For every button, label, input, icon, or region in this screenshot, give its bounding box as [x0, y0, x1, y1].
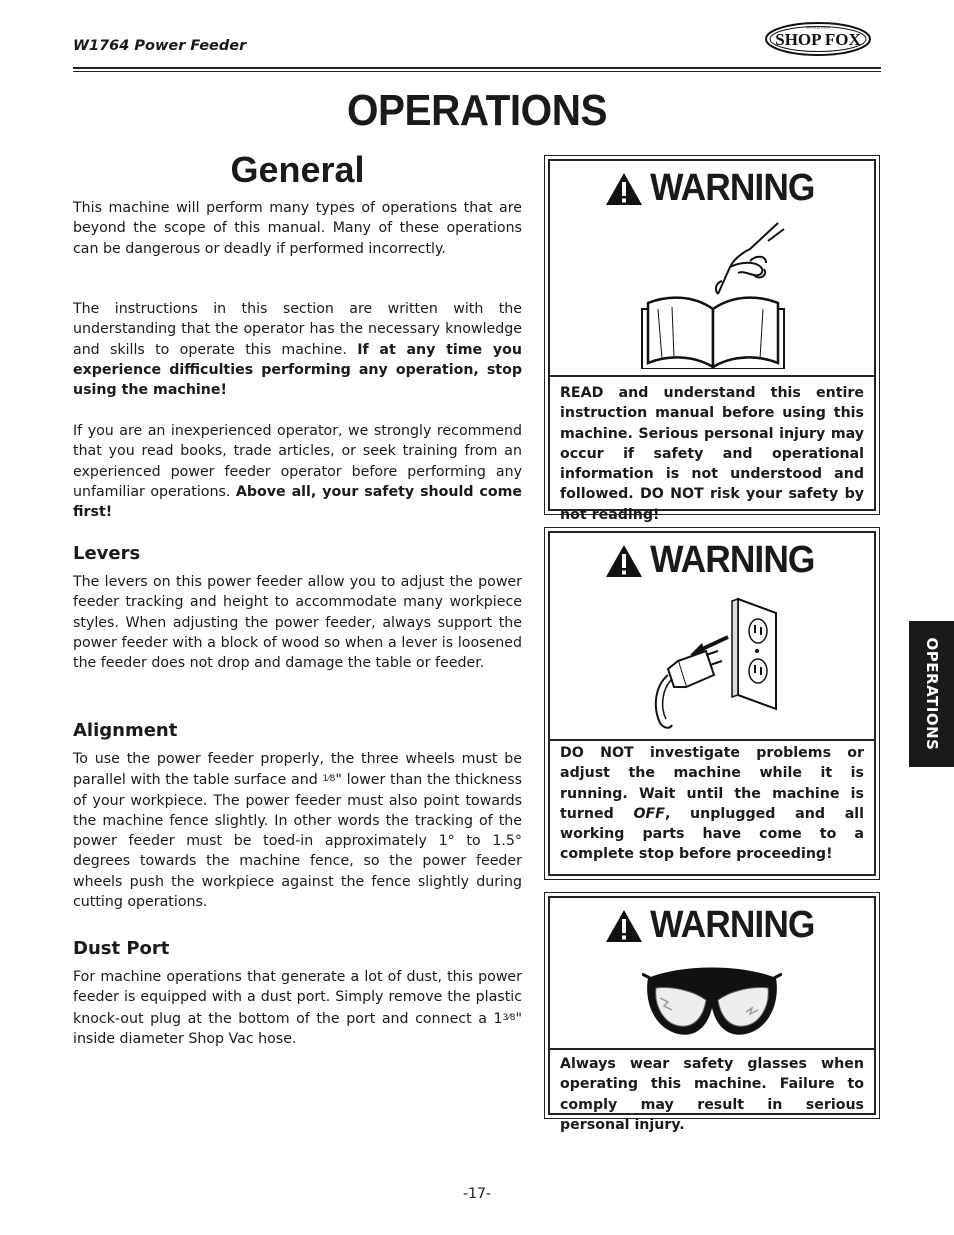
warning-triangle-icon — [604, 171, 644, 207]
warning-label: WARNING — [649, 539, 815, 581]
section-side-tab — [909, 621, 954, 767]
general-paragraph-2-bold: If at any time you experience difficulties performing any operation, stop using the machine! — [73, 341, 522, 399]
manual-title: W1764 Power Feeder — [73, 38, 247, 54]
warning-text-unplug-a: DO NOT investigate problems or adjust the machine while it is running. Wait until the machine is turned — [560, 745, 864, 822]
warning-triangle-icon — [604, 908, 644, 944]
dust-port-text-a: For machine operations that generate a lot of dust, this power feeder is equipped with a dust port. Simply remove the plastic knock-out plug at the bottom of the port and connect a 1 — [73, 969, 522, 1027]
warning-divider — [550, 739, 874, 741]
subheading-dust-port: Dust Port — [73, 938, 170, 959]
alignment-fraction: 1⁄8 — [322, 774, 336, 785]
general-paragraph-3-text: If you are an inexperienced operator, we strongly recommend that you read books, trade articles, or seek training from an experienced power feeder operator before performing any unfamiliar operations. — [73, 423, 522, 500]
general-paragraph-1: This machine will perform many types of operations that are beyond the scope of this manual. Many of these operations can be dangerous or deadly if performed incorrectly. — [73, 200, 522, 257]
subheading-levers: Levers — [73, 543, 141, 564]
svg-text:WOODSTOCK: WOODSTOCK — [806, 25, 830, 30]
warning-header — [550, 167, 874, 211]
header-rule-thin — [73, 71, 881, 72]
dust-port-text-b: " inside diameter Shop Vac hose. — [73, 1010, 522, 1047]
svg-text:SHOP FOX: SHOP FOX — [775, 30, 861, 49]
warning-triangle-icon — [604, 543, 644, 579]
safety-glasses-icon — [642, 952, 782, 1046]
shop-fox-logo — [765, 22, 871, 56]
general-paragraph-2 — [73, 299, 522, 400]
unplug-outlet-icon — [648, 595, 788, 735]
dust-port-fraction: 3⁄8 — [502, 1012, 516, 1023]
warning-header — [550, 539, 874, 583]
alignment-text-a: To use the power feeder properly, the three wheels must be parallel with the table surface and — [73, 751, 522, 789]
header-rule — [73, 67, 881, 69]
warning-text-unplug-em: OFF — [633, 805, 665, 822]
alignment-paragraph — [73, 749, 522, 912]
page-title: OPERATIONS — [346, 86, 608, 135]
general-paragraph-3-bold: Above all, your safety should come first! — [73, 483, 522, 521]
warning-divider — [550, 1048, 874, 1050]
dust-port-paragraph — [73, 967, 522, 1049]
warning-text-unplug-b: , unplugged and all working parts have come to a complete stop before proceeding! — [560, 805, 865, 863]
warning-label: WARNING — [649, 904, 815, 946]
warning-text-glasses: Always wear safety glasses when operating this machine. Failure to comply may result in serious personal injury. — [560, 1056, 864, 1133]
warning-box-unplug — [544, 527, 880, 880]
general-paragraph-2-text: The instructions in this section are written with the understanding that the operator has the necessary knowledge and skills to operate this machine. — [73, 301, 522, 358]
warning-box-glasses — [544, 892, 880, 1133]
warning-text-manual: READ and understand this entire instruction manual before using this machine. Serious personal injury may occur if safety and operational information is not understood and followed. DO NOT risk your safety by not reading! — [560, 385, 864, 523]
page-number: -17- — [463, 1186, 491, 1202]
subheading-alignment: Alignment — [73, 720, 178, 741]
general-paragraph-3 — [73, 421, 522, 522]
levers-paragraph: The levers on this power feeder allow you to adjust the power feeder tracking and height to accommodate many workpiece styles. When adjusting the power feeder, always support the power feeder with a block of wood so when a lever is loosened the feeder does not drop and damage the table or feeder. — [73, 574, 522, 672]
warning-label: WARNING — [649, 167, 815, 209]
warning-box-manual — [544, 155, 880, 523]
warning-header — [550, 904, 874, 948]
manual-reading-icon — [638, 209, 788, 369]
warning-text-unplug — [560, 743, 864, 865]
alignment-text-b: " lower than the thickness of your workpiece. The power feeder must also point towards the machine fence slightly. In other words the tracking of the power feeder must be toed-in approximately 1° to 1.5° degrees towards the machine fence, so the power feeder wheels push the workpiece against the fence slightly during cutting operations. — [73, 772, 522, 911]
warning-divider — [550, 375, 874, 377]
section-title-general: General — [230, 149, 365, 190]
side-tab-label: OPERATIONS — [922, 637, 941, 751]
